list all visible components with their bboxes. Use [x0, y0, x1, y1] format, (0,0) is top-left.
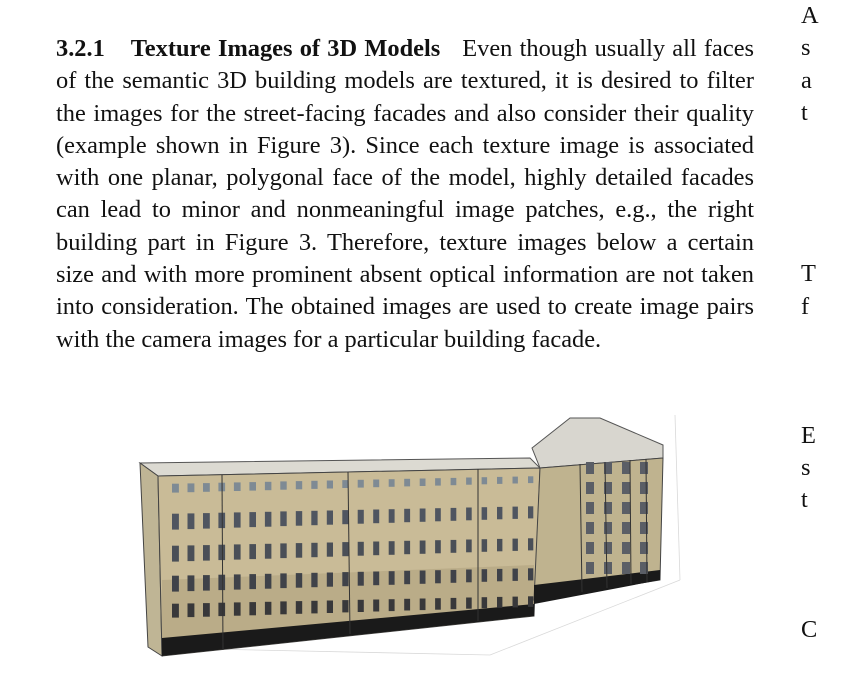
window	[265, 512, 272, 527]
right-line: A	[801, 2, 819, 29]
window	[342, 542, 348, 556]
window	[513, 569, 518, 581]
right-line	[801, 323, 841, 355]
window	[311, 481, 317, 489]
window	[311, 511, 317, 525]
window	[249, 602, 256, 615]
window	[234, 574, 241, 589]
window	[327, 601, 333, 614]
right-column-text	[801, 0, 841, 646]
window	[404, 599, 410, 611]
right-line: s	[801, 454, 811, 482]
window	[265, 602, 272, 615]
right-line	[801, 355, 841, 387]
window	[466, 598, 472, 609]
window	[622, 562, 630, 574]
window	[497, 597, 502, 608]
window	[342, 572, 348, 586]
window	[497, 507, 502, 519]
window	[420, 599, 426, 611]
window	[296, 573, 302, 588]
window	[389, 479, 395, 487]
window	[373, 572, 379, 586]
right-line	[801, 226, 841, 258]
window	[389, 541, 395, 555]
window	[280, 511, 286, 526]
window	[203, 513, 210, 529]
right-line: T	[801, 260, 816, 288]
window	[513, 539, 518, 551]
window	[358, 572, 364, 586]
window	[311, 601, 317, 614]
window	[358, 510, 364, 524]
window	[172, 484, 179, 493]
window	[622, 482, 630, 494]
window	[640, 462, 648, 474]
right-line	[801, 194, 841, 226]
window	[435, 540, 441, 553]
window	[203, 575, 210, 591]
window	[296, 511, 302, 526]
window	[528, 506, 533, 518]
right-line	[801, 161, 841, 193]
window	[482, 569, 488, 582]
window	[586, 482, 594, 494]
window	[188, 483, 195, 492]
window	[373, 600, 379, 612]
window	[622, 502, 630, 514]
window	[218, 575, 225, 590]
window	[373, 510, 379, 524]
window	[327, 543, 333, 557]
window	[265, 482, 272, 490]
window	[528, 538, 533, 550]
window	[586, 522, 594, 534]
window	[311, 543, 317, 557]
window	[466, 508, 472, 521]
window	[249, 482, 256, 491]
window	[451, 478, 457, 485]
window	[296, 481, 302, 489]
window	[249, 512, 256, 527]
section-heading: Texture Images of 3D Models	[130, 35, 441, 62]
window	[482, 539, 488, 552]
right-line	[801, 129, 841, 161]
window	[234, 482, 241, 491]
window	[604, 522, 612, 534]
window	[466, 540, 472, 553]
window	[203, 603, 210, 617]
window	[435, 508, 441, 521]
window	[265, 544, 272, 559]
window	[482, 597, 488, 608]
section-number: 3.2.1	[56, 35, 105, 62]
window	[249, 574, 256, 589]
window	[311, 573, 317, 587]
window	[172, 514, 179, 530]
window	[342, 480, 348, 488]
window	[586, 462, 594, 474]
window	[280, 573, 286, 588]
window	[234, 602, 241, 615]
window	[497, 569, 502, 581]
right-line	[801, 549, 841, 581]
window	[203, 483, 210, 492]
window	[513, 477, 518, 484]
right-line: f	[801, 292, 810, 320]
window	[280, 481, 286, 489]
window	[513, 507, 518, 519]
window	[497, 477, 502, 484]
window	[622, 542, 630, 554]
window	[451, 540, 457, 553]
window	[435, 570, 441, 583]
window	[188, 513, 195, 529]
right-line: E	[801, 421, 816, 449]
window	[172, 576, 179, 592]
right-line	[801, 517, 841, 549]
window	[404, 479, 410, 487]
window	[218, 603, 225, 616]
window	[389, 571, 395, 585]
window	[586, 502, 594, 514]
right-line: a	[801, 66, 812, 94]
right-line: s	[801, 34, 811, 62]
window	[234, 512, 241, 527]
window	[327, 481, 333, 489]
window	[404, 571, 410, 584]
window	[404, 541, 410, 554]
window	[451, 570, 457, 583]
window	[342, 510, 348, 524]
window	[327, 573, 333, 587]
window	[296, 543, 302, 558]
window	[327, 511, 333, 525]
window	[513, 597, 518, 608]
window	[389, 599, 395, 611]
window	[451, 508, 457, 521]
window	[622, 462, 630, 474]
window	[622, 522, 630, 534]
window	[420, 479, 426, 487]
window	[249, 544, 256, 559]
right-line	[801, 388, 841, 420]
window	[640, 482, 648, 494]
window	[466, 478, 472, 485]
right-line: t	[801, 98, 808, 126]
window	[389, 509, 395, 523]
window	[172, 604, 179, 618]
window	[466, 570, 472, 583]
window	[358, 542, 364, 556]
window	[342, 600, 348, 612]
window	[604, 562, 612, 574]
textured-3d-building-model-figure	[110, 400, 700, 670]
window	[373, 542, 379, 556]
window	[528, 568, 533, 580]
window	[420, 541, 426, 554]
window	[234, 544, 241, 559]
right-line: C	[801, 615, 818, 643]
window	[451, 598, 457, 609]
window	[604, 542, 612, 554]
window	[586, 542, 594, 554]
window	[586, 562, 594, 574]
window	[435, 598, 441, 610]
window	[188, 545, 195, 561]
window	[265, 574, 272, 589]
window	[296, 601, 302, 614]
window	[420, 509, 426, 522]
window	[203, 545, 210, 561]
window	[420, 571, 426, 584]
window	[482, 507, 488, 520]
section-paragraph	[56, 33, 754, 356]
window	[528, 476, 533, 483]
window	[218, 545, 225, 560]
window	[188, 575, 195, 591]
window	[188, 603, 195, 617]
section-body: Even though usually all faces of the semantic 3D building models are textured, it is desired to filter the images for the street-facing facades and also consider their quality (example shown in Figure 3). Since each texture image is associated with one planar, polygonal face of the model, highly detailed facades can lead to minor and nonmeaningful image patches, e.g., the right building part in Figure 3. Therefore, texture images below a certain size and with more prominent absent optical information are not taken into consideration. The obtained images are used to create image pairs with the camera images for a particular building facade.	[56, 35, 755, 353]
window	[280, 601, 286, 614]
window	[435, 478, 441, 485]
window	[373, 480, 379, 488]
window	[280, 543, 286, 558]
window	[482, 477, 488, 484]
window	[172, 546, 179, 562]
window	[358, 480, 364, 488]
right-line	[801, 581, 841, 613]
window	[358, 600, 364, 612]
window	[404, 509, 410, 522]
window	[497, 539, 502, 551]
right-line: t	[801, 486, 808, 514]
window	[528, 596, 533, 607]
